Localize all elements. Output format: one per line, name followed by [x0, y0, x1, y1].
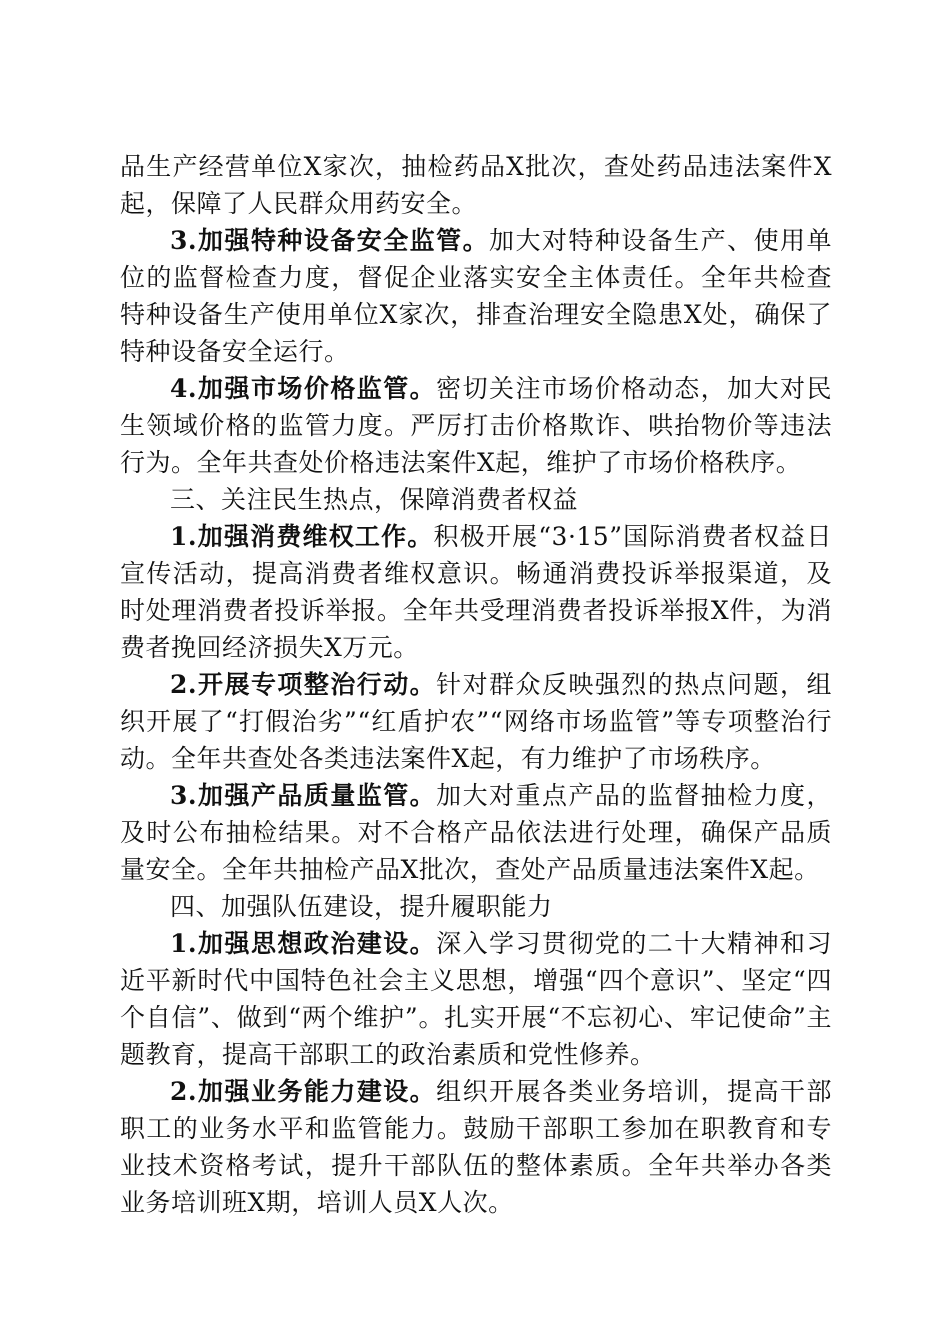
paragraph-lead: 1.加强消费维权工作。 — [170, 522, 434, 551]
paragraph-consumer-rights — [120, 518, 832, 666]
paragraph-market-price — [120, 370, 832, 481]
paragraph-capability-building — [120, 1073, 832, 1221]
paragraph-lead: 2.开展专项整治行动。 — [170, 670, 437, 699]
paragraph-text: 组织开展各类业务培训，提高干部职工的业务水平和监管能力。鼓励干部职工参加在职教育和专业技术资格考试，提升干部队伍的整体素质。全年共举办各类业务培训班X期，培训人员X人次。 — [120, 1077, 832, 1217]
paragraph-continuation — [120, 148, 832, 222]
paragraph-text: 深入学习贯彻党的二十大精神和习近平新时代中国特色社会主义思想，增强“四个意识”、坚定“四个自信”、做到“两个维护”。扎实开展“不忘初心、牢记使命”主题教育，提高干部职工的政治素质和党性修养。 — [120, 929, 832, 1069]
paragraph-text: 密切关注市场价格动态，加大对民生领域价格的监管力度。严厉打击价格欺诈、哄抬物价等违法行为。全年共查处价格违法案件X起，维护了市场价格秩序。 — [120, 374, 832, 477]
paragraph-text: 加大对特种设备生产、使用单位的监督检查力度，督促企业落实安全主体责任。全年共检查特种设备生产使用单位X家次，排查治理安全隐患X处，确保了特种设备安全运行。 — [120, 226, 832, 366]
section-heading-4: 四、加强队伍建设，提升履职能力 — [170, 892, 553, 921]
paragraph-product-quality — [120, 777, 832, 888]
paragraph-special-equipment — [120, 222, 832, 370]
paragraph-lead: 1.加强思想政治建设。 — [170, 929, 437, 958]
paragraph-special-rectification — [120, 666, 832, 777]
paragraph-text: 针对群众反映强烈的热点问题，组织开展了“打假治劣”“红盾护农”“网络市场监管”等专项整治行动。全年共查处各类违法案件X起，有力维护了市场秩序。 — [120, 670, 832, 773]
paragraph-text: 加大对重点产品的监督抽检力度，及时公布抽检结果。对不合格产品依法进行处理，确保产品质量安全。全年共抽检产品X批次，查处产品质量违法案件X起。 — [120, 781, 832, 884]
paragraph-lead: 2.加强业务能力建设。 — [170, 1077, 437, 1106]
paragraph-political-construction — [120, 925, 832, 1073]
paragraph-lead: 4.加强市场价格监管。 — [170, 374, 437, 403]
document-page — [120, 148, 832, 1221]
paragraph-lead: 3.加强特种设备安全监管。 — [170, 226, 490, 255]
paragraph-text: 品生产经营单位X家次，抽检药品X批次，查处药品违法案件X起，保障了人民群众用药安全。 — [120, 152, 832, 218]
paragraph-text: 积极开展“3·15”国际消费者权益日宣传活动，提高消费者维权意识。畅通消费投诉举报渠道，及时处理消费者投诉举报。全年共受理消费者投诉举报X件，为消费者挽回经济损失X万元。 — [120, 522, 832, 662]
paragraph-lead: 3.加强产品质量监管。 — [170, 781, 437, 810]
section-heading-3: 三、关注民生热点，保障消费者权益 — [170, 485, 579, 514]
